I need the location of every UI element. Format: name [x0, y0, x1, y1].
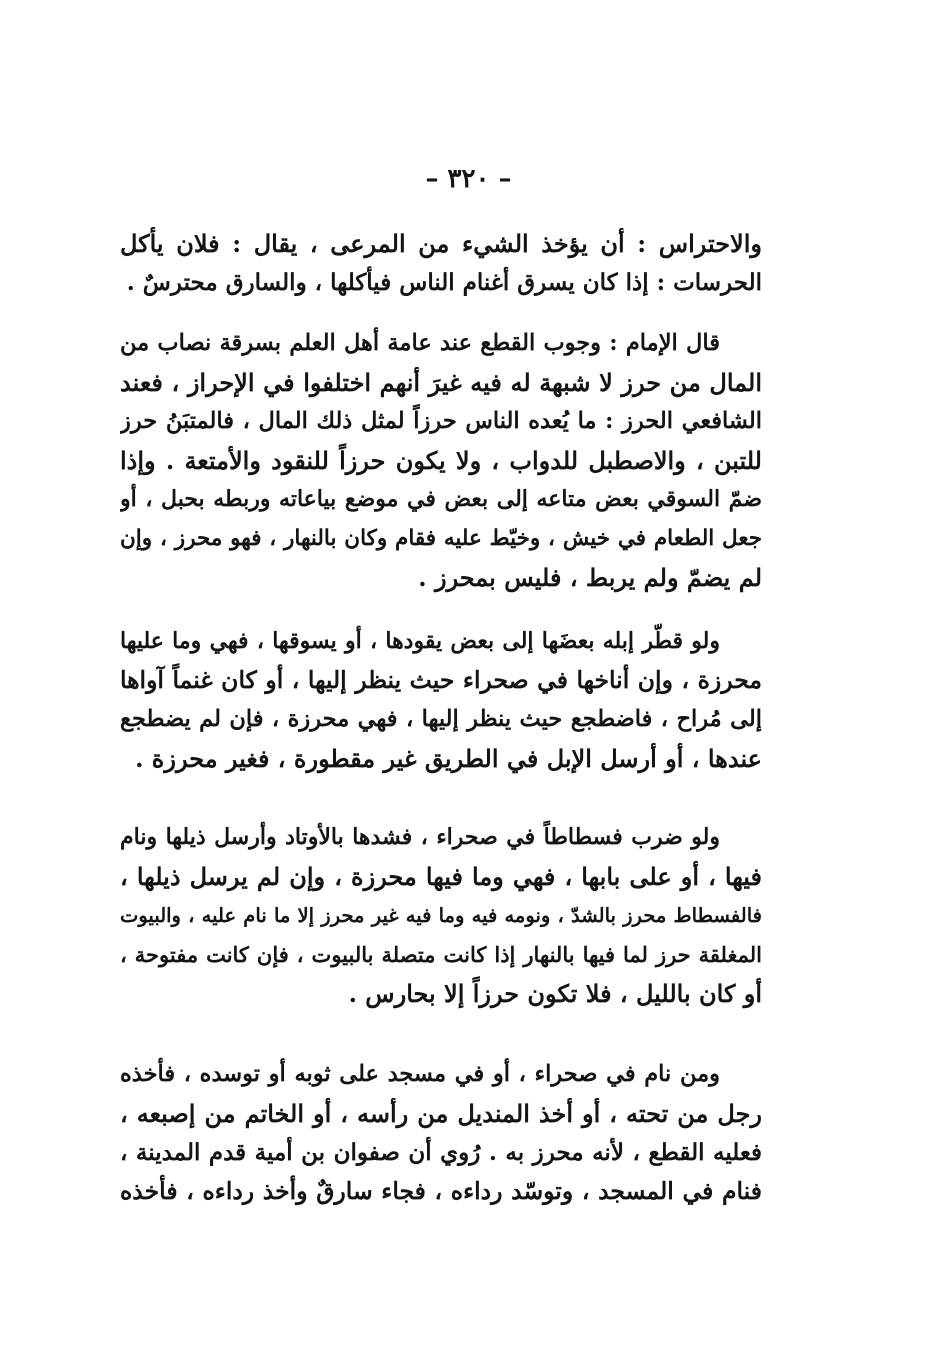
paragraph-tent [120, 818, 762, 1013]
paragraph-sleeper [120, 1055, 762, 1211]
text-line: أو كان بالليل ، فلا تكون حرزاً إلا بحارس . [348, 979, 762, 1008]
text-line: فيها ، أو على بابها ، فهي وما فيها محرزة ، وإن لم يرسل ذيلها ، [120, 862, 762, 891]
text-line: جعل الطعام في خيش ، وخيّط عليه فقام وكان بالنهار ، فهو محرز ، وإن [120, 526, 762, 551]
text-line: المال من حرز لا شبهة له فيه غيرَ أنهم اختلفوا في الإحراز ، فعند [120, 368, 762, 397]
text-line: المغلقة حرز لما فيها بالنهار إذا كانت متصلة بالبيوت ، فإن كانت مفتوحة ، [120, 942, 762, 967]
text-line: فنام في المسجد ، وتوسّد رداءه ، فجاء سارقٌ وأخذ رداءه ، فأخذه [120, 1177, 762, 1205]
page-number: – ٣٢٠ – [425, 164, 512, 194]
text-line: لم يضمّ ولم يربط ، فليس بمحرز . [418, 563, 762, 592]
text-line: ومن نام في صحراء ، أو في مسجد على ثوبه أو توسده ، فأخذه [120, 1061, 720, 1087]
text-line: فعليه القطع ، لأنه محرز به . رُوي أن صفوان بن أمية قدم المدينة ، [120, 1139, 762, 1166]
text-line: ولو ضرب فسطاطاً في صحراء ، فشدها بالأوتاد وأرسل ذيلها ونام [120, 824, 720, 850]
text-line: قال الإمام : وجوب القطع عند عامة أهل العلم بسرقة نصاب من [120, 330, 720, 356]
text-line: محرزة ، وإن أناخها في صحراء حيث ينظر إليها ، أو كان غنماً آواها [120, 666, 762, 694]
text-line: للتبن ، والاصطبل للدواب ، ولا يكون حرزاً للنقود والأمتعة . وإذا [120, 446, 762, 475]
paragraph-ihtiras [120, 224, 762, 302]
text-line: فالفسطاط محرز بالشدّ ، ونومه فيه وما فيه غير محرز إلا ما نام عليه ، والبيوت [120, 904, 762, 927]
text-line: رجل من تحته ، أو أخذ المنديل من رأسه ، أو الخاتم من إصبعه ، [120, 1099, 762, 1128]
text-line: الشافعي الحرز : ما يُعده الناس حرزاً لمثل ذلك المال ، فالمتبَنُ حرز [120, 408, 762, 434]
text-line: والاحتراس : أن يؤخذ الشيء من المرعى ، يقال : فلان يأكل [120, 229, 762, 258]
paragraph-camels [120, 622, 762, 778]
text-line: ولو قطّر إبله بعضَها إلى بعض يقودها ، أو يسوقها ، فهي وما عليها [120, 628, 720, 654]
text-line: الحرسات : إذا كان يسرق أغنام الناس فيأكلها ، والسارق محترسٌ . [126, 269, 762, 296]
paragraph-hirz-definition [120, 324, 762, 597]
text-line: ضمّ السوقي بعض متاعه إلى بعض في موضع بياعاته وربطه بحبل ، أو [120, 486, 762, 512]
text-line: إلى مُراح ، فاضطجع حيث ينظر إليها ، فهي محرزة ، فإن لم يضطجع [120, 706, 762, 732]
text-line: عندها ، أو أرسل الإبل في الطريق غير مقطورة ، فغير محرزة . [135, 744, 762, 773]
